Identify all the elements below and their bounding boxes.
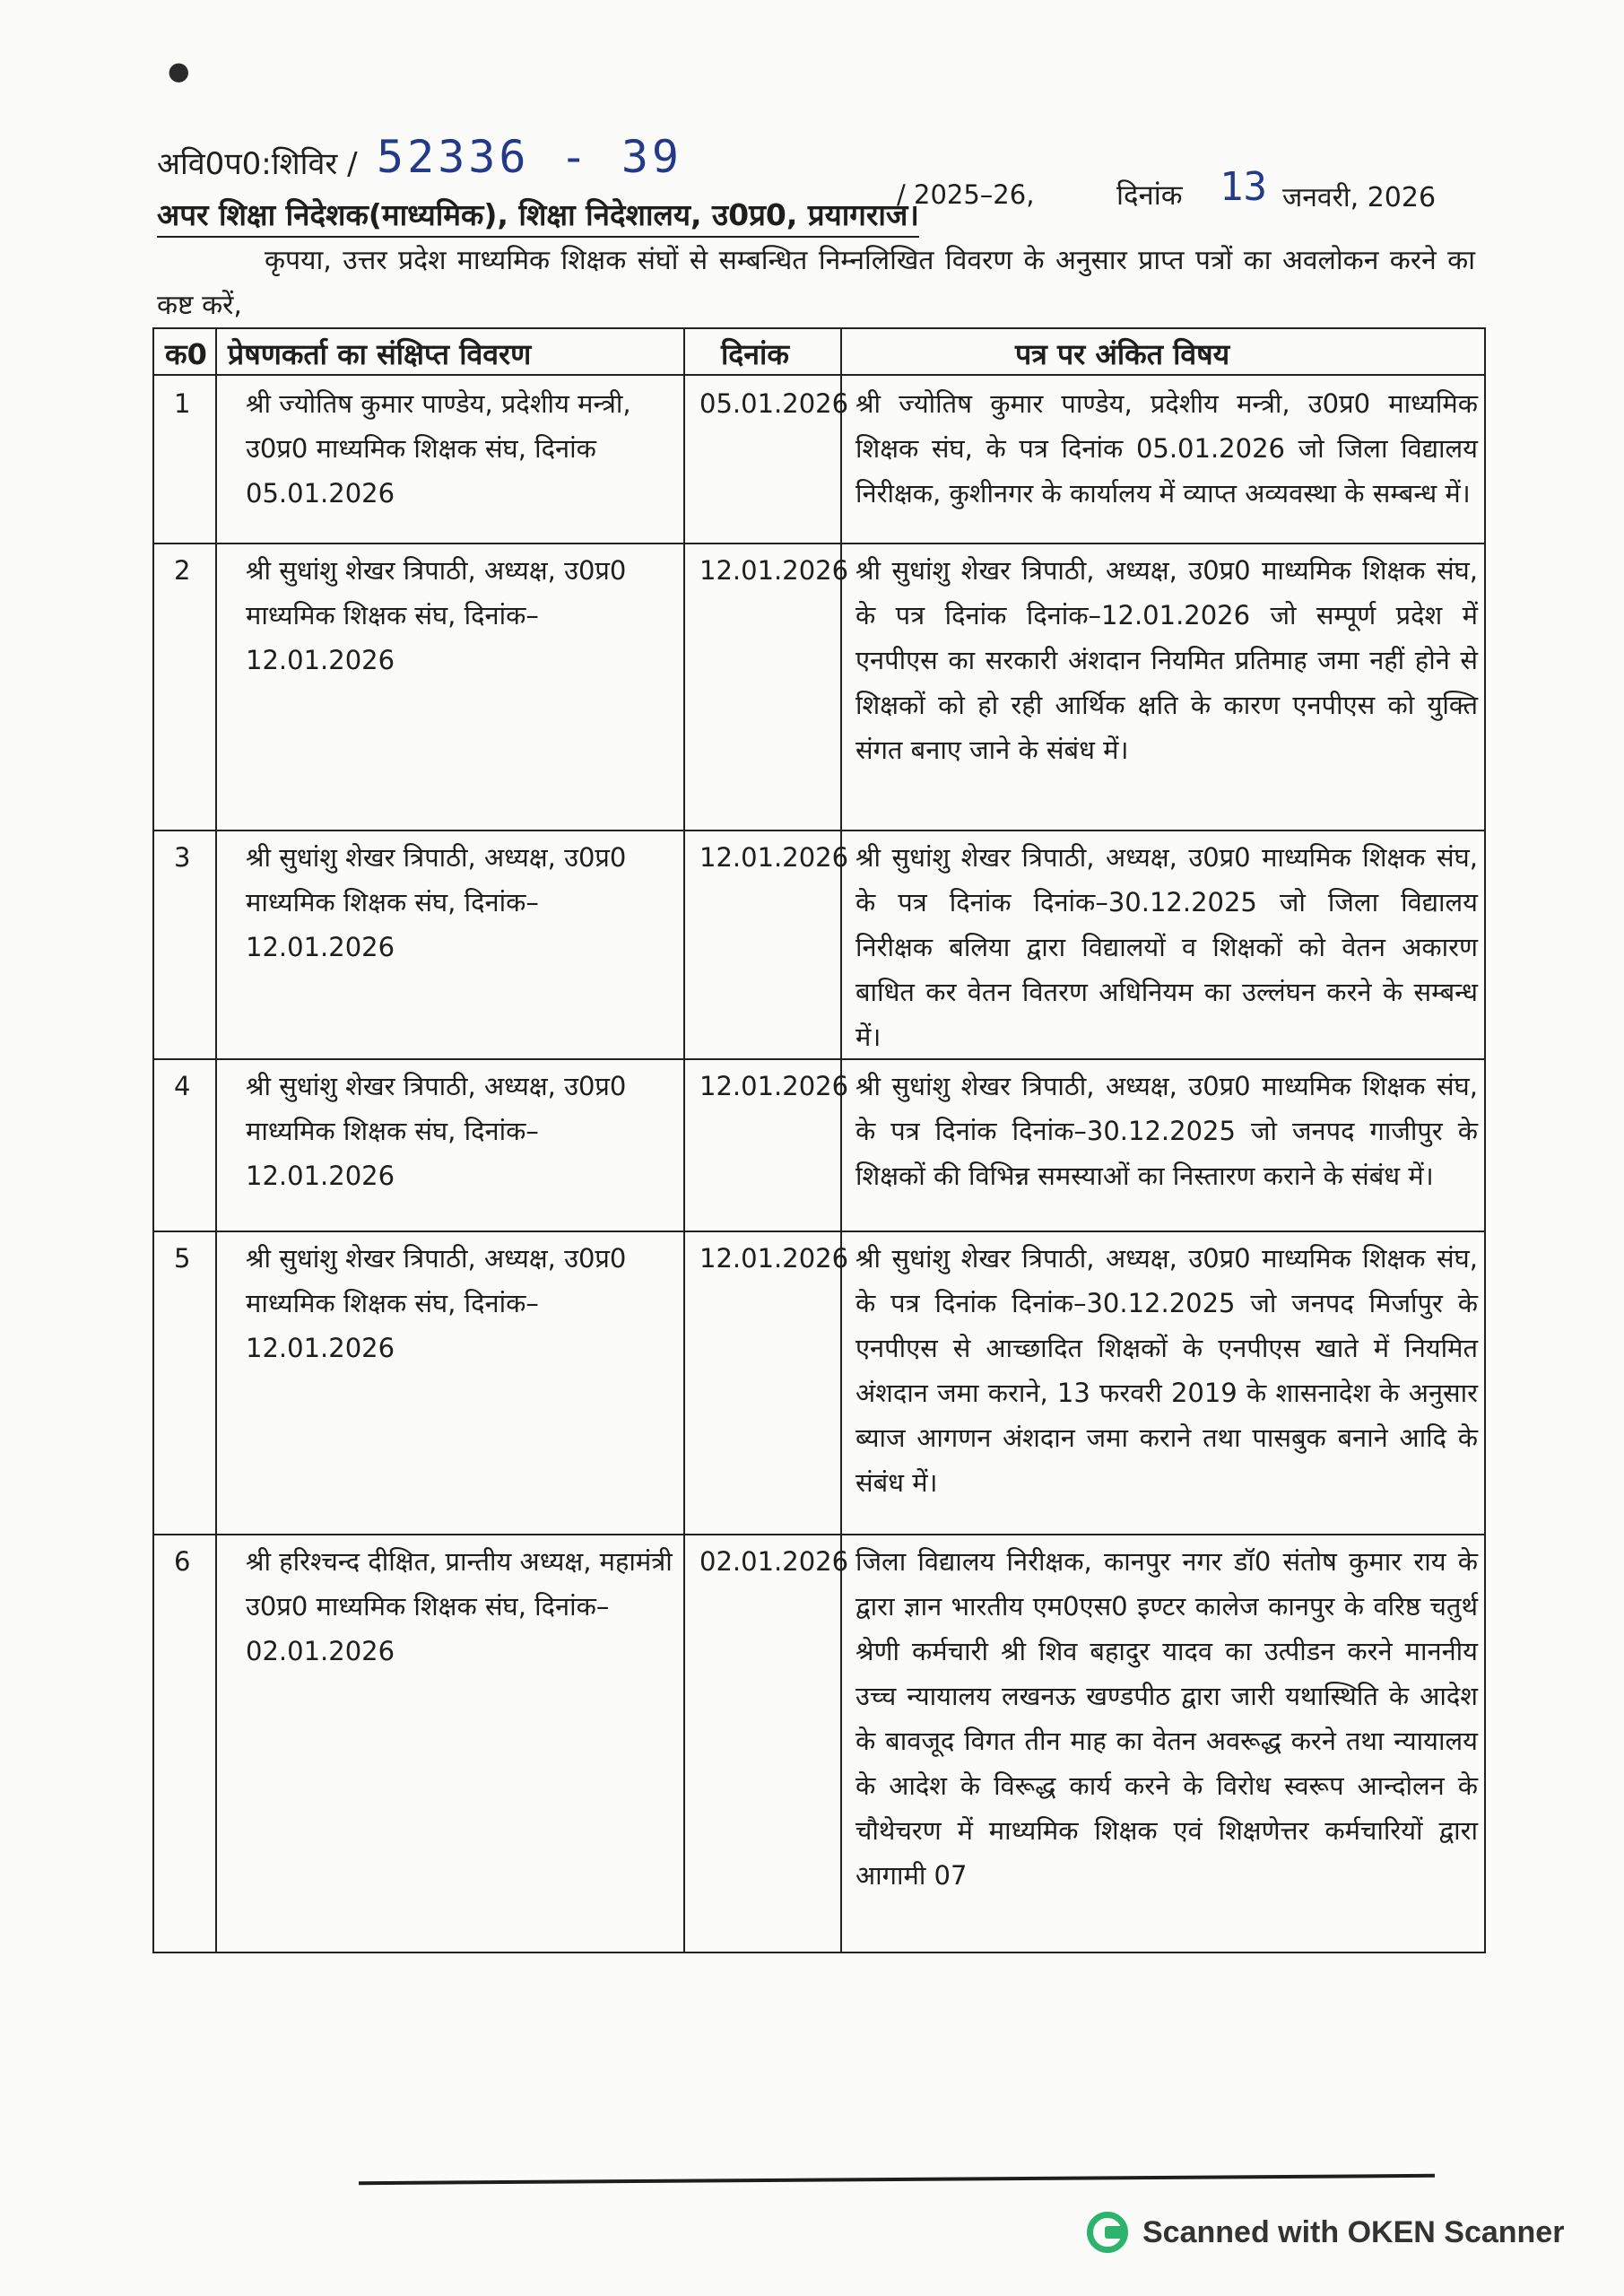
row-subject: श्री ज्योतिष कुमार पाण्डेय, प्रदेशीय मन्त्री, उ0प्र0 माध्यमिक शिक्षक संघ, के पत्र दिनांक 05.01.2026 जो जिला विद्यालय निरीक्षक, कुशीनगर के कार्यालय में व्याप्त अव्यवस्था के सम्बन्ध में। (855, 388, 1478, 509)
date-label: दिनांक (1116, 179, 1183, 212)
row-serial: 5 (174, 1243, 191, 1274)
header-sender: प्रेषणकर्ता का संक्षिप्त विवरण (228, 337, 532, 371)
staple-mark: ⚫ (161, 49, 196, 98)
row-date: 12.01.2026 (699, 555, 849, 586)
row-sender: श्री सुधांशु शेखर त्रिपाठी, अध्यक्ष, उ0प्र0 माध्यमिक शिक्षक संघ, दिनांक–12.01.2026 (246, 555, 627, 675)
row-serial: 2 (174, 555, 191, 586)
reference-number-handwritten: 52336 - 39 (377, 131, 683, 183)
row-divider (154, 830, 1484, 831)
row-serial: 1 (174, 388, 191, 419)
column-divider (215, 329, 217, 1952)
row-sender: श्री सुधांशु शेखर त्रिपाठी, अध्यक्ष, उ0प्र0 माध्यमिक शिक्षक संघ, दिनांक–12.01.2026 (246, 842, 627, 962)
row-serial: 3 (174, 842, 191, 873)
row-date: 12.01.2026 (699, 1071, 849, 1101)
scanner-logo-icon (1087, 2212, 1128, 2253)
addressee: अपर शिक्षा निदेशक(माध्यमिक), शिक्षा निदेशालय, उ0प्र0, प्रयागराज। (157, 194, 919, 238)
row-divider (154, 374, 1484, 376)
row-subject: जिला विद्यालय निरीक्षक, कानपुर नगर डॉ0 संतोष कुमार राय के द्वारा ज्ञान भारतीय एम0एस0 इण्टर कालेज कानपुर के वरिष्ठ चतुर्थ श्रेणी कर्मचारी श्री शिव बहादुर यादव का उत्पीडन करने माननीय उच्च न्यायालय लखनऊ खण्डपीठ द्वारा जारी यथास्थिति के आदेश के बावजूद विगत तीन माह का वेतन अवरूद्ध करने तथा न्यायालय के आदेश के विरूद्ध कार्य करने के विरोध स्वरूप आन्दोलन के चौथेचरण में माध्यमिक शिक्षक एवं शिक्षणेत्तर कर्मचारियों द्वारा आगामी 07 (855, 1546, 1478, 1891)
session-year: / 2025–26, (897, 179, 1035, 210)
row-sender: श्री सुधांशु शेखर त्रिपाठी, अध्यक्ष, उ0प्र0 माध्यमिक शिक्षक संघ, दिनांक–12.01.2026 (246, 1071, 627, 1191)
row-sender: श्री ज्योतिष कुमार पाण्डेय, प्रदेशीय मन्त्री, उ0प्र0 माध्यमिक शिक्षक संघ, दिनांक 05.01.2026 (246, 388, 631, 509)
letters-table (152, 327, 1486, 1953)
row-subject: श्री सुधांशु शेखर त्रिपाठी, अध्यक्ष, उ0प्र0 माध्यमिक शिक्षक संघ, के पत्र दिनांक दिनांक–12.01.2026 जो सम्पूर्ण प्रदेश में एनपीएस का सरकारी अंशदान नियमित प्रतिमाह जमा नहीं होने से शिक्षकों को हो रही आर्थिक क्षति के कारण एनपीएस को युक्ति संगत बनाए जाने के संबंध में। (855, 555, 1478, 765)
date-month-year: जनवरी, 2026 (1282, 182, 1437, 213)
header-serial: क0 (165, 337, 207, 371)
row-date: 02.01.2026 (699, 1546, 849, 1577)
row-date: 05.01.2026 (699, 388, 849, 419)
row-serial: 4 (174, 1071, 191, 1101)
row-sender: श्री हरिश्चन्द दीक्षित, प्रान्तीय अध्यक्ष, महामंत्री उ0प्र0 माध्यमिक शिक्षक संघ, दिनांक–02.01.2026 (246, 1546, 673, 1666)
row-sender: श्री सुधांशु शेखर त्रिपाठी, अध्यक्ष, उ0प्र0 माध्यमिक शिक्षक संघ, दिनांक–12.01.2026 (246, 1243, 627, 1363)
row-divider (154, 1534, 1484, 1535)
row-divider (154, 1231, 1484, 1232)
row-subject: श्री सुधांशु शेखर त्रिपाठी, अध्यक्ष, उ0प्र0 माध्यमिक शिक्षक संघ, के पत्र दिनांक दिनांक–30.12.2025 जो जिला विद्यालय निरीक्षक बलिया द्वारा विद्यालयों व शिक्षकों को वेतन अकारण बाधित कर वेतन वितरण अधिनियम का उल्लंघन करने के सम्बन्ध में। (855, 842, 1478, 1052)
scanner-text: Scanned with OKEN Scanner (1142, 2214, 1565, 2249)
row-serial: 6 (174, 1546, 191, 1577)
reference-prefix: अवि0प0:शिविर / (157, 146, 358, 182)
intro-paragraph: कृपया, उत्तर प्रदेश माध्यमिक शिक्षक संघों से सम्बन्धित निम्नलिखित विवरण के अनुसार प्राप्त पत्रों का अवलोकन करने का कष्ट करें, (157, 245, 1475, 321)
row-date: 12.01.2026 (699, 1243, 849, 1274)
date-day-handwritten: 13 (1220, 164, 1267, 210)
header-subject: पत्र पर अंकित विषय (1015, 337, 1230, 371)
row-date: 12.01.2026 (699, 842, 849, 873)
bottom-rule (359, 2174, 1435, 2185)
row-divider (154, 543, 1484, 544)
scanner-watermark (1087, 2212, 1564, 2253)
row-subject: श्री सुधांशु शेखर त्रिपाठी, अध्यक्ष, उ0प्र0 माध्यमिक शिक्षक संघ, के पत्र दिनांक दिनांक–30.12.2025 जो जनपद गाजीपुर के शिक्षकों की विभिन्न समस्याओं का निस्तारण कराने के संबंध में। (855, 1071, 1478, 1191)
header-date: दिनांक (721, 337, 789, 371)
row-subject: श्री सुधांशु शेखर त्रिपाठी, अध्यक्ष, उ0प्र0 माध्यमिक शिक्षक संघ, के पत्र दिनांक दिनांक–30.12.2025 जो जनपद मिर्जापुर के एनपीएस से आच्छादित शिक्षकों के एनपीएस खाते में नियमित अंशदान जमा कराने, 13 फरवरी 2019 के शासनादेश के अनुसार ब्याज आगणन अंशदान जमा कराने तथा पासबुक बनाने आदि के संबंध में। (855, 1243, 1478, 1498)
